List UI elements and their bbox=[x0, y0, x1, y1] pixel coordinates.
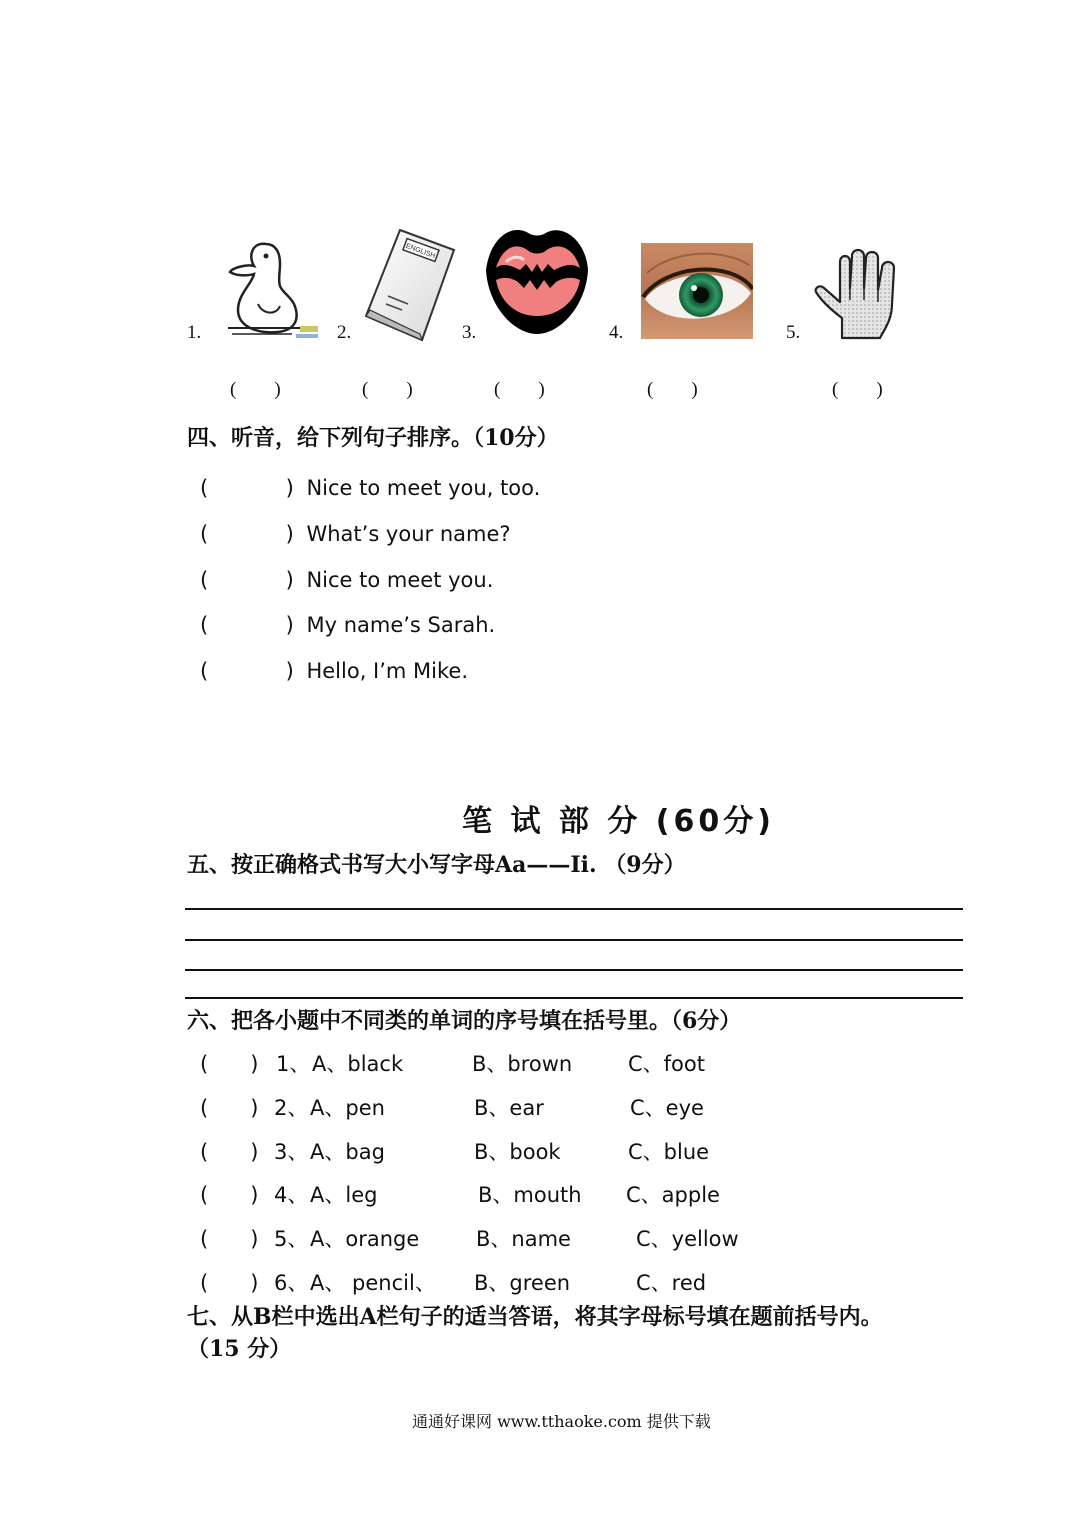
list-item bbox=[200, 522, 511, 546]
sentence-text: What’s your name? bbox=[306, 522, 511, 546]
option-a: A、bag bbox=[310, 1140, 385, 1164]
eye-icon bbox=[641, 243, 753, 339]
option-c: C、eye bbox=[630, 1096, 704, 1120]
open-paren: ( bbox=[200, 476, 209, 500]
table-row bbox=[200, 1267, 800, 1295]
picture-number-2: 2. bbox=[337, 322, 352, 343]
duck-icon bbox=[222, 234, 322, 342]
option-a: A、orange bbox=[310, 1227, 420, 1251]
book-icon bbox=[362, 226, 458, 342]
table-row bbox=[200, 1092, 800, 1120]
writing-line[interactable] bbox=[185, 939, 963, 941]
answer-paren[interactable]: ( ) bbox=[200, 1227, 259, 1251]
answer-paren[interactable]: ( ) bbox=[200, 1096, 259, 1120]
section6-title: 六、把各小题中不同类的单词的序号填在括号里。（6分） bbox=[187, 1008, 742, 1034]
answer-bracket-4[interactable]: ( ) bbox=[647, 379, 698, 400]
open-paren: ( bbox=[200, 568, 209, 592]
option-b: B、book bbox=[474, 1140, 561, 1164]
hand-icon bbox=[812, 248, 908, 340]
sentence-text: Hello, I’m Mike. bbox=[306, 659, 469, 683]
option-c: C、foot bbox=[628, 1052, 705, 1076]
close-paren: ) bbox=[285, 568, 294, 592]
answer-bracket-3[interactable]: ( ) bbox=[494, 379, 545, 400]
option-b: B、green bbox=[474, 1271, 571, 1295]
writing-line[interactable] bbox=[185, 908, 963, 910]
section4-title: 四、听音，给下列句子排序。（10分） bbox=[187, 425, 559, 451]
answer-paren[interactable]: ( ) bbox=[200, 1052, 259, 1076]
table-row bbox=[200, 1223, 800, 1251]
answer-bracket-5[interactable]: ( ) bbox=[832, 379, 883, 400]
book-cover-text: ENGLISH bbox=[404, 242, 437, 260]
answer-paren[interactable]: ( ) bbox=[200, 1271, 259, 1295]
section7-points: （15 分） bbox=[187, 1336, 292, 1362]
option-c: C、apple bbox=[626, 1183, 720, 1207]
close-paren: ) bbox=[285, 476, 294, 500]
open-paren: ( bbox=[200, 659, 209, 683]
picture-number-4: 4. bbox=[609, 322, 624, 343]
sentence-text: My name’s Sarah. bbox=[306, 613, 496, 637]
sentence-text: Nice to meet you, too. bbox=[306, 476, 541, 500]
answer-paren[interactable]: ( ) bbox=[200, 1183, 259, 1207]
answer-bracket-2[interactable]: ( ) bbox=[362, 379, 413, 400]
option-a: A、pen bbox=[310, 1096, 385, 1120]
option-b: B、name bbox=[476, 1227, 571, 1251]
question-number: 6、 bbox=[274, 1271, 309, 1295]
question-number: 4、 bbox=[274, 1183, 309, 1207]
option-c: C、yellow bbox=[636, 1227, 739, 1251]
open-paren: ( bbox=[200, 522, 209, 546]
close-paren: ) bbox=[285, 613, 294, 637]
writing-line[interactable] bbox=[185, 997, 963, 999]
option-a: A、black bbox=[312, 1052, 404, 1076]
list-item bbox=[200, 613, 495, 637]
question-number: 1、 bbox=[276, 1052, 311, 1076]
option-a: A、 pencil、 bbox=[310, 1271, 436, 1295]
picture-number-1: 1. bbox=[187, 322, 202, 343]
option-b: B、mouth bbox=[478, 1183, 582, 1207]
option-b: B、ear bbox=[474, 1096, 544, 1120]
written-part-title: 笔 试 部 分 (60分) bbox=[462, 804, 775, 839]
close-paren: ) bbox=[285, 522, 294, 546]
footer-text: 通通好课网 www.tthaoke.com 提供下载 bbox=[412, 1412, 711, 1431]
option-c: C、blue bbox=[628, 1140, 710, 1164]
question-number: 2、 bbox=[274, 1096, 309, 1120]
section5-title: 五、按正确格式书写大小写字母Aa——Ii. （9分） bbox=[187, 852, 686, 878]
question-number: 5、 bbox=[274, 1227, 309, 1251]
list-item bbox=[200, 659, 468, 683]
table-row bbox=[200, 1179, 800, 1207]
sentence-text: Nice to meet you. bbox=[306, 568, 494, 592]
option-b: B、brown bbox=[472, 1052, 573, 1076]
table-row bbox=[200, 1048, 800, 1076]
list-item bbox=[200, 476, 540, 500]
close-paren: ) bbox=[285, 659, 294, 683]
option-a: A、leg bbox=[310, 1183, 378, 1207]
mouth-icon bbox=[482, 218, 592, 336]
picture-number-3: 3. bbox=[462, 322, 477, 343]
table-row bbox=[200, 1136, 800, 1164]
picture-number-5: 5. bbox=[786, 322, 801, 343]
section7-title: 七、从B栏中选出A栏句子的适当答语，将其字母标号填在题前括号内。 bbox=[187, 1304, 883, 1330]
answer-paren[interactable]: ( ) bbox=[200, 1140, 259, 1164]
question-number: 3、 bbox=[274, 1140, 309, 1164]
open-paren: ( bbox=[200, 613, 209, 637]
option-c: C、red bbox=[636, 1271, 707, 1295]
list-item bbox=[200, 568, 493, 592]
answer-bracket-1[interactable]: ( ) bbox=[230, 379, 281, 400]
writing-line[interactable] bbox=[185, 969, 963, 971]
